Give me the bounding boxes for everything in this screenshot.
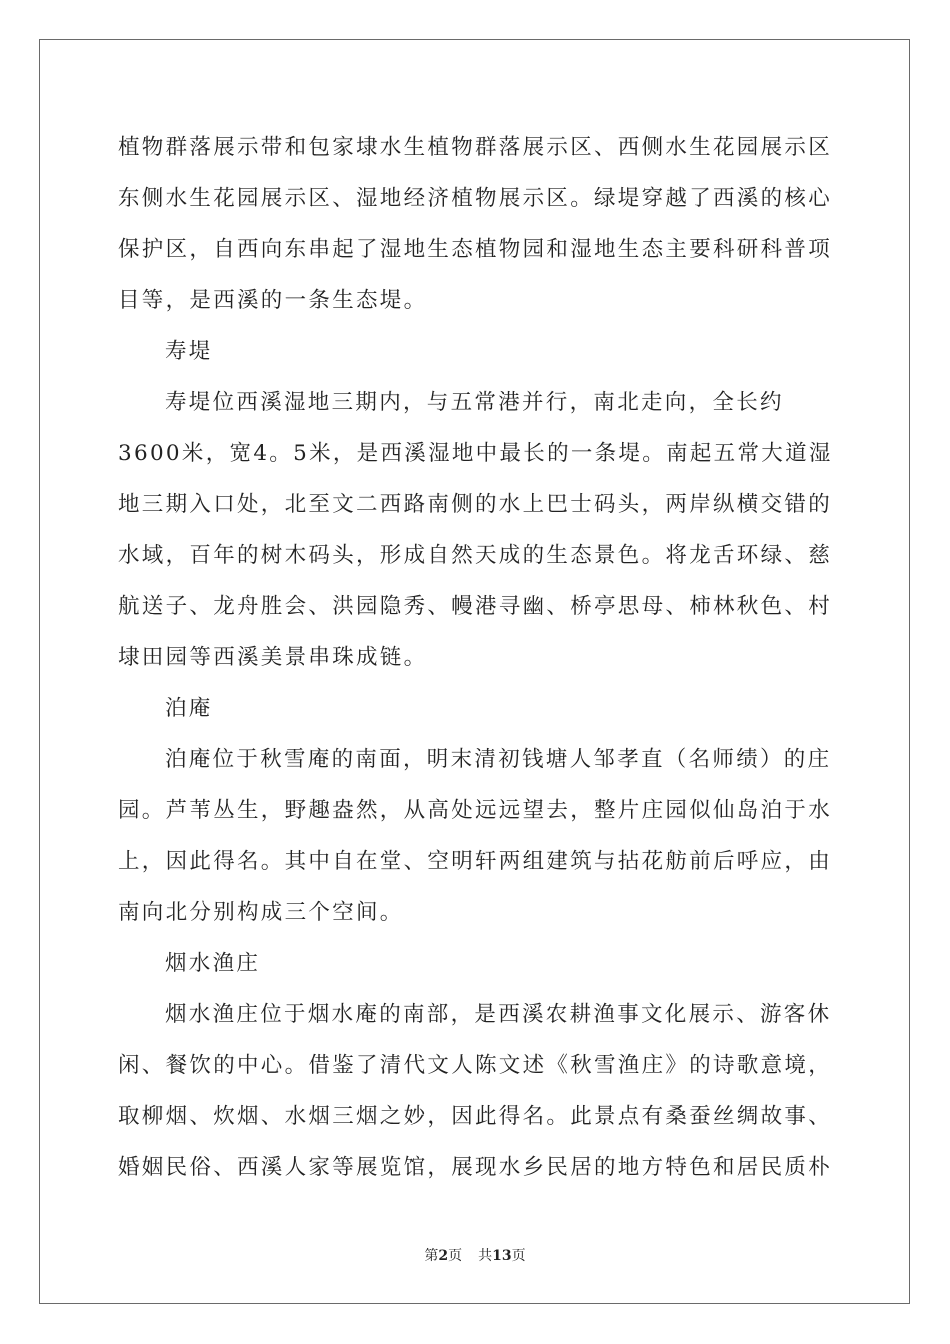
text-line: 上，因此得名。其中自在堂、空明轩两组建筑与拈花舫前后呼应，由: [118, 849, 833, 874]
document-body: [118, 128, 838, 1199]
page-suffix: 页: [448, 1248, 463, 1264]
text-line: 航送子、龙舟胜会、洪园隐秀、幔港寻幽、桥亭思母、柿林秋色、村: [118, 594, 833, 619]
page-footer: [0, 1245, 950, 1265]
text-line: 埭田园等西溪美景串珠成链。: [118, 645, 428, 670]
section-heading-shoudi: 寿堤: [165, 339, 213, 364]
text-line: 烟水渔庄位于烟水庵的南部，是西溪农耕渔事文化展示、游客休: [165, 1002, 832, 1027]
text-line: 植物群落展示带和包家埭水生植物群落展示区、西侧水生花园展示区: [118, 135, 833, 160]
text-line: 寿堤位西溪湿地三期内，与五常港并行，南北走向，全长约: [165, 390, 784, 415]
text-line: 目等，是西溪的一条生态堤。: [118, 288, 428, 313]
total-suffix: 页: [511, 1248, 526, 1264]
text-line: 水域，百年的树木码头，形成自然天成的生态景色。将龙舌环绿、慈: [118, 543, 833, 568]
section-heading-yanshuiyuzhuang: 烟水渔庄: [165, 951, 261, 976]
text-line: 地三期入口处，北至文二西路南侧的水上巴士码头，两岸纵横交错的: [118, 492, 833, 517]
section-heading-boan: 泊庵: [165, 696, 213, 721]
text-line: 婚姻民俗、西溪人家等展览馆，展现水乡民居的地方特色和居民质朴: [118, 1155, 833, 1180]
text-line: 南向北分别构成三个空间。: [118, 900, 404, 925]
page-number: 2: [438, 1248, 449, 1264]
text-line: 泊庵位于秋雪庵的南面，明末清初钱塘人邹孝直（名师绩）的庄: [165, 747, 832, 772]
text-line: 东侧水生花园展示区、湿地经济植物展示区。绿堤穿越了西溪的核心: [118, 186, 833, 211]
text-line: 闲、餐饮的中心。借鉴了清代文人陈文述《秋雪渔庄》的诗歌意境，: [118, 1053, 833, 1078]
total-prefix: 共: [478, 1248, 493, 1264]
text-line: 3600米，宽4。5米，是西溪湿地中最长的一条堤。南起五常大道湿: [118, 441, 833, 466]
text-line: 保护区，自西向东串起了湿地生态植物园和湿地生态主要科研科普项: [118, 237, 833, 262]
page-prefix: 第: [424, 1248, 439, 1264]
text-line: 取柳烟、炊烟、水烟三烟之妙，因此得名。此景点有桑蚕丝绸故事、: [118, 1104, 833, 1129]
total-pages: 13: [492, 1248, 512, 1264]
text-line: 园。芦苇丛生，野趣盎然，从高处远远望去，整片庄园似仙岛泊于水: [118, 798, 833, 823]
